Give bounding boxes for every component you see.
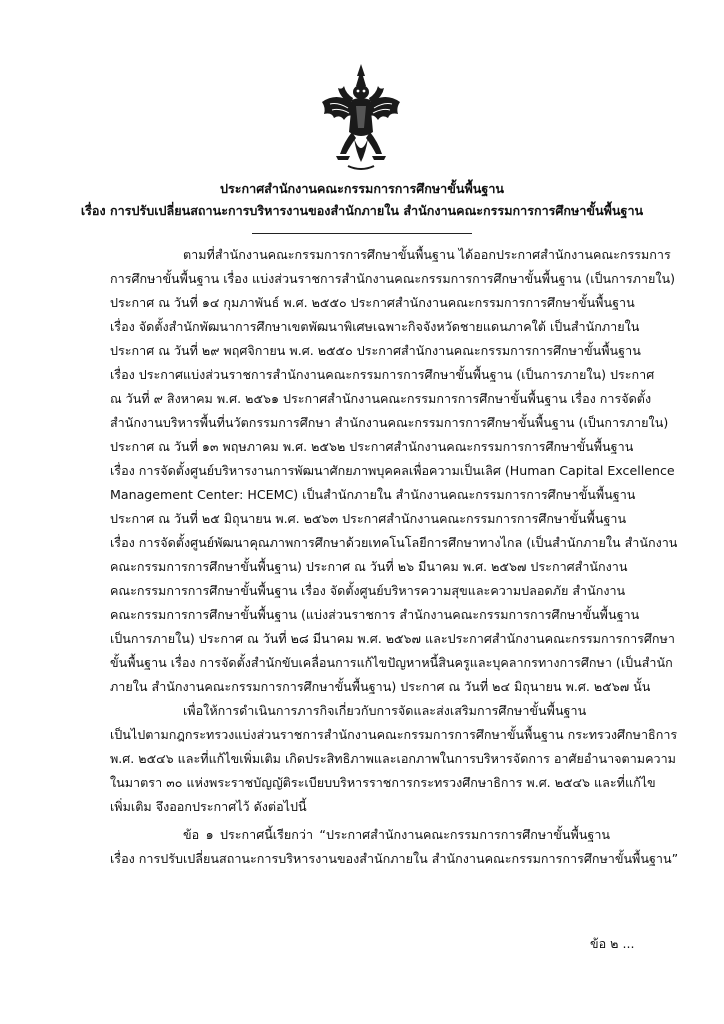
paragraph-line: คณะกรรมการการศึกษาขั้นพื้นฐาน (แบ่งส่วนราชการ สำนักงานคณะกรรมการการศึกษาขั้นพื้นฐาน bbox=[110, 607, 640, 622]
paragraph-line: เรื่อง จัดตั้งสำนักพัฒนาการศึกษาเขตพัฒนาพิเศษเฉพาะกิจจังหวัดชายแดนภาคใต้ เป็นสำนักภายใน bbox=[110, 319, 640, 334]
clause-line: ข้อ ๑ ประกาศนี้เรียกว่า “ประกาศสำนักงานคณะกรรมการการศึกษาขั้นพื้นฐาน bbox=[183, 827, 610, 842]
title-divider bbox=[252, 233, 472, 234]
paragraph-line: การศึกษาขั้นพื้นฐาน เรื่อง แบ่งส่วนราชการสำนักงานคณะกรรมการการศึกษาขั้นพื้นฐาน (เป็นการภายใน) bbox=[110, 271, 676, 286]
paragraph-line: คณะกรรมการการศึกษาขั้นพื้นฐาน เรื่อง จัดตั้งศูนย์บริหารความสุขและความปลอดภัย สำนักงาน bbox=[110, 583, 626, 598]
paragraph-line: เป็นไปตามกฎกระทรวงแบ่งส่วนราชการสำนักงานคณะกรรมการการศึกษาขั้นพื้นฐาน กระทรวงศึกษาธิการ bbox=[110, 727, 678, 742]
paragraph-line: Management Center: HCEMC) เป็นสำนักภายใน สำนักงานคณะกรรมการการศึกษาขั้นพื้นฐาน bbox=[110, 487, 636, 502]
garuda-emblem-icon bbox=[318, 62, 404, 176]
paragraph-line: ในมาตรา ๓๐ แห่งพระราชบัญญัติระเบียบบริหารราชการกระทรวงศึกษาธิการ พ.ศ. ๒๕๔๖ และที่แก้ไข bbox=[110, 775, 656, 790]
paragraph-line: เรื่อง การจัดตั้งศูนย์พัฒนาคุณภาพการศึกษาด้วยเทคโนโลยีการศึกษาทางไกล (เป็นสำนักภายใน สำนักงาน bbox=[110, 535, 678, 550]
paragraph-line: ประกาศ ณ วันที่ ๑๔ กุมภาพันธ์ พ.ศ. ๒๕๕๐ ประกาศสำนักงานคณะกรรมการการศึกษาขั้นพื้นฐาน bbox=[110, 295, 635, 310]
paragraph-line: พ.ศ. ๒๕๔๖ และที่แก้ไขเพิ่มเติม เกิดประสิทธิภาพและเอกภาพในการบริหารจัดการ อาศัยอำนาจตามความ bbox=[110, 751, 676, 766]
paragraph-line: ณ วันที่ ๙ สิงหาคม พ.ศ. ๒๕๖๑ ประกาศสำนักงานคณะกรรมการการศึกษาขั้นพื้นฐาน เรื่อง การจัดตั้ง bbox=[110, 391, 652, 406]
paragraph-line: ประกาศ ณ วันที่ ๒๕ มิถุนายน พ.ศ. ๒๕๖๓ ประกาศสำนักงานคณะกรรมการการศึกษาขั้นพื้นฐาน bbox=[110, 511, 627, 526]
paragraph-line: ประกาศ ณ วันที่ ๑๓ พฤษภาคม พ.ศ. ๒๕๖๒ ประกาศสำนักงานคณะกรรมการการศึกษาขั้นพื้นฐาน bbox=[110, 439, 634, 454]
paragraph-line: เรื่อง ประกาศแบ่งส่วนราชการสำนักงานคณะกรรมการการศึกษาขั้นพื้นฐาน (เป็นการภายใน) ประกาศ bbox=[110, 367, 655, 382]
paragraph-line: เพิ่มเติม จึงออกประกาศไว้ ดังต่อไปนี้ bbox=[110, 799, 307, 814]
announcement-title: ประกาศสำนักงานคณะกรรมการการศึกษาขั้นพื้นฐาน bbox=[219, 181, 505, 196]
paragraph-line: ประกาศ ณ วันที่ ๒๙ พฤศจิกายน พ.ศ. ๒๕๕๐ ประกาศสำนักงานคณะกรรมการการศึกษาขั้นพื้นฐาน bbox=[110, 343, 641, 358]
page-continuation: ข้อ ๒ ... bbox=[590, 936, 635, 951]
paragraph-line: ตามที่สำนักงานคณะกรรมการการศึกษาขั้นพื้นฐาน ได้ออกประกาศสำนักงานคณะกรรมการ bbox=[183, 247, 671, 262]
paragraph-line: สำนักงานบริหารพื้นที่นวัตกรรมการศึกษา สำนักงานคณะกรรมการการศึกษาขั้นพื้นฐาน (เป็นการภายใน) bbox=[110, 415, 669, 430]
announcement-subject: เรื่อง การปรับเปลี่ยนสถานะการบริหารงานของสำนักภายใน สำนักงานคณะกรรมการการศึกษาขั้นพื้นฐาน bbox=[80, 203, 644, 218]
paragraph-line: คณะกรรมการการศึกษาขั้นพื้นฐาน) ประกาศ ณ วันที่ ๒๖ มีนาคม พ.ศ. ๒๕๖๗ ประกาศสำนักงาน bbox=[110, 559, 628, 574]
paragraph-line: เพื่อให้การดำเนินการภารกิจเกี่ยวกับการจัดและส่งเสริมการศึกษาขั้นพื้นฐาน bbox=[183, 703, 587, 718]
paragraph-line: ภายใน สำนักงานคณะกรรมการการศึกษาขั้นพื้นฐาน) ประกาศ ณ วันที่ ๒๔ มิถุนายน พ.ศ. ๒๕๖๗ นั้น bbox=[110, 679, 651, 694]
paragraph-line: เรื่อง การจัดตั้งศูนย์บริหารงานการพัฒนาศักยภาพบุคคลเพื่อความเป็นเลิศ (Human Capital Excellence bbox=[110, 463, 675, 478]
paragraph-line: เป็นการภายใน) ประกาศ ณ วันที่ ๒๘ มีนาคม พ.ศ. ๒๕๖๗ และประกาศสำนักงานคณะกรรมการการศึกษา bbox=[110, 631, 675, 646]
clause-line: เรื่อง การปรับเปลี่ยนสถานะการบริหารงานของสำนักภายใน สำนักงานคณะกรรมการการศึกษาขั้นพื้นฐาน” bbox=[110, 851, 679, 866]
paragraph-line: ขั้นพื้นฐาน เรื่อง การจัดตั้งสำนักขับเคลื่อนการแก้ไขปัญหาหนี้สินครูและบุคลากรทางการศึกษา (เป็นสำนัก bbox=[110, 655, 673, 670]
